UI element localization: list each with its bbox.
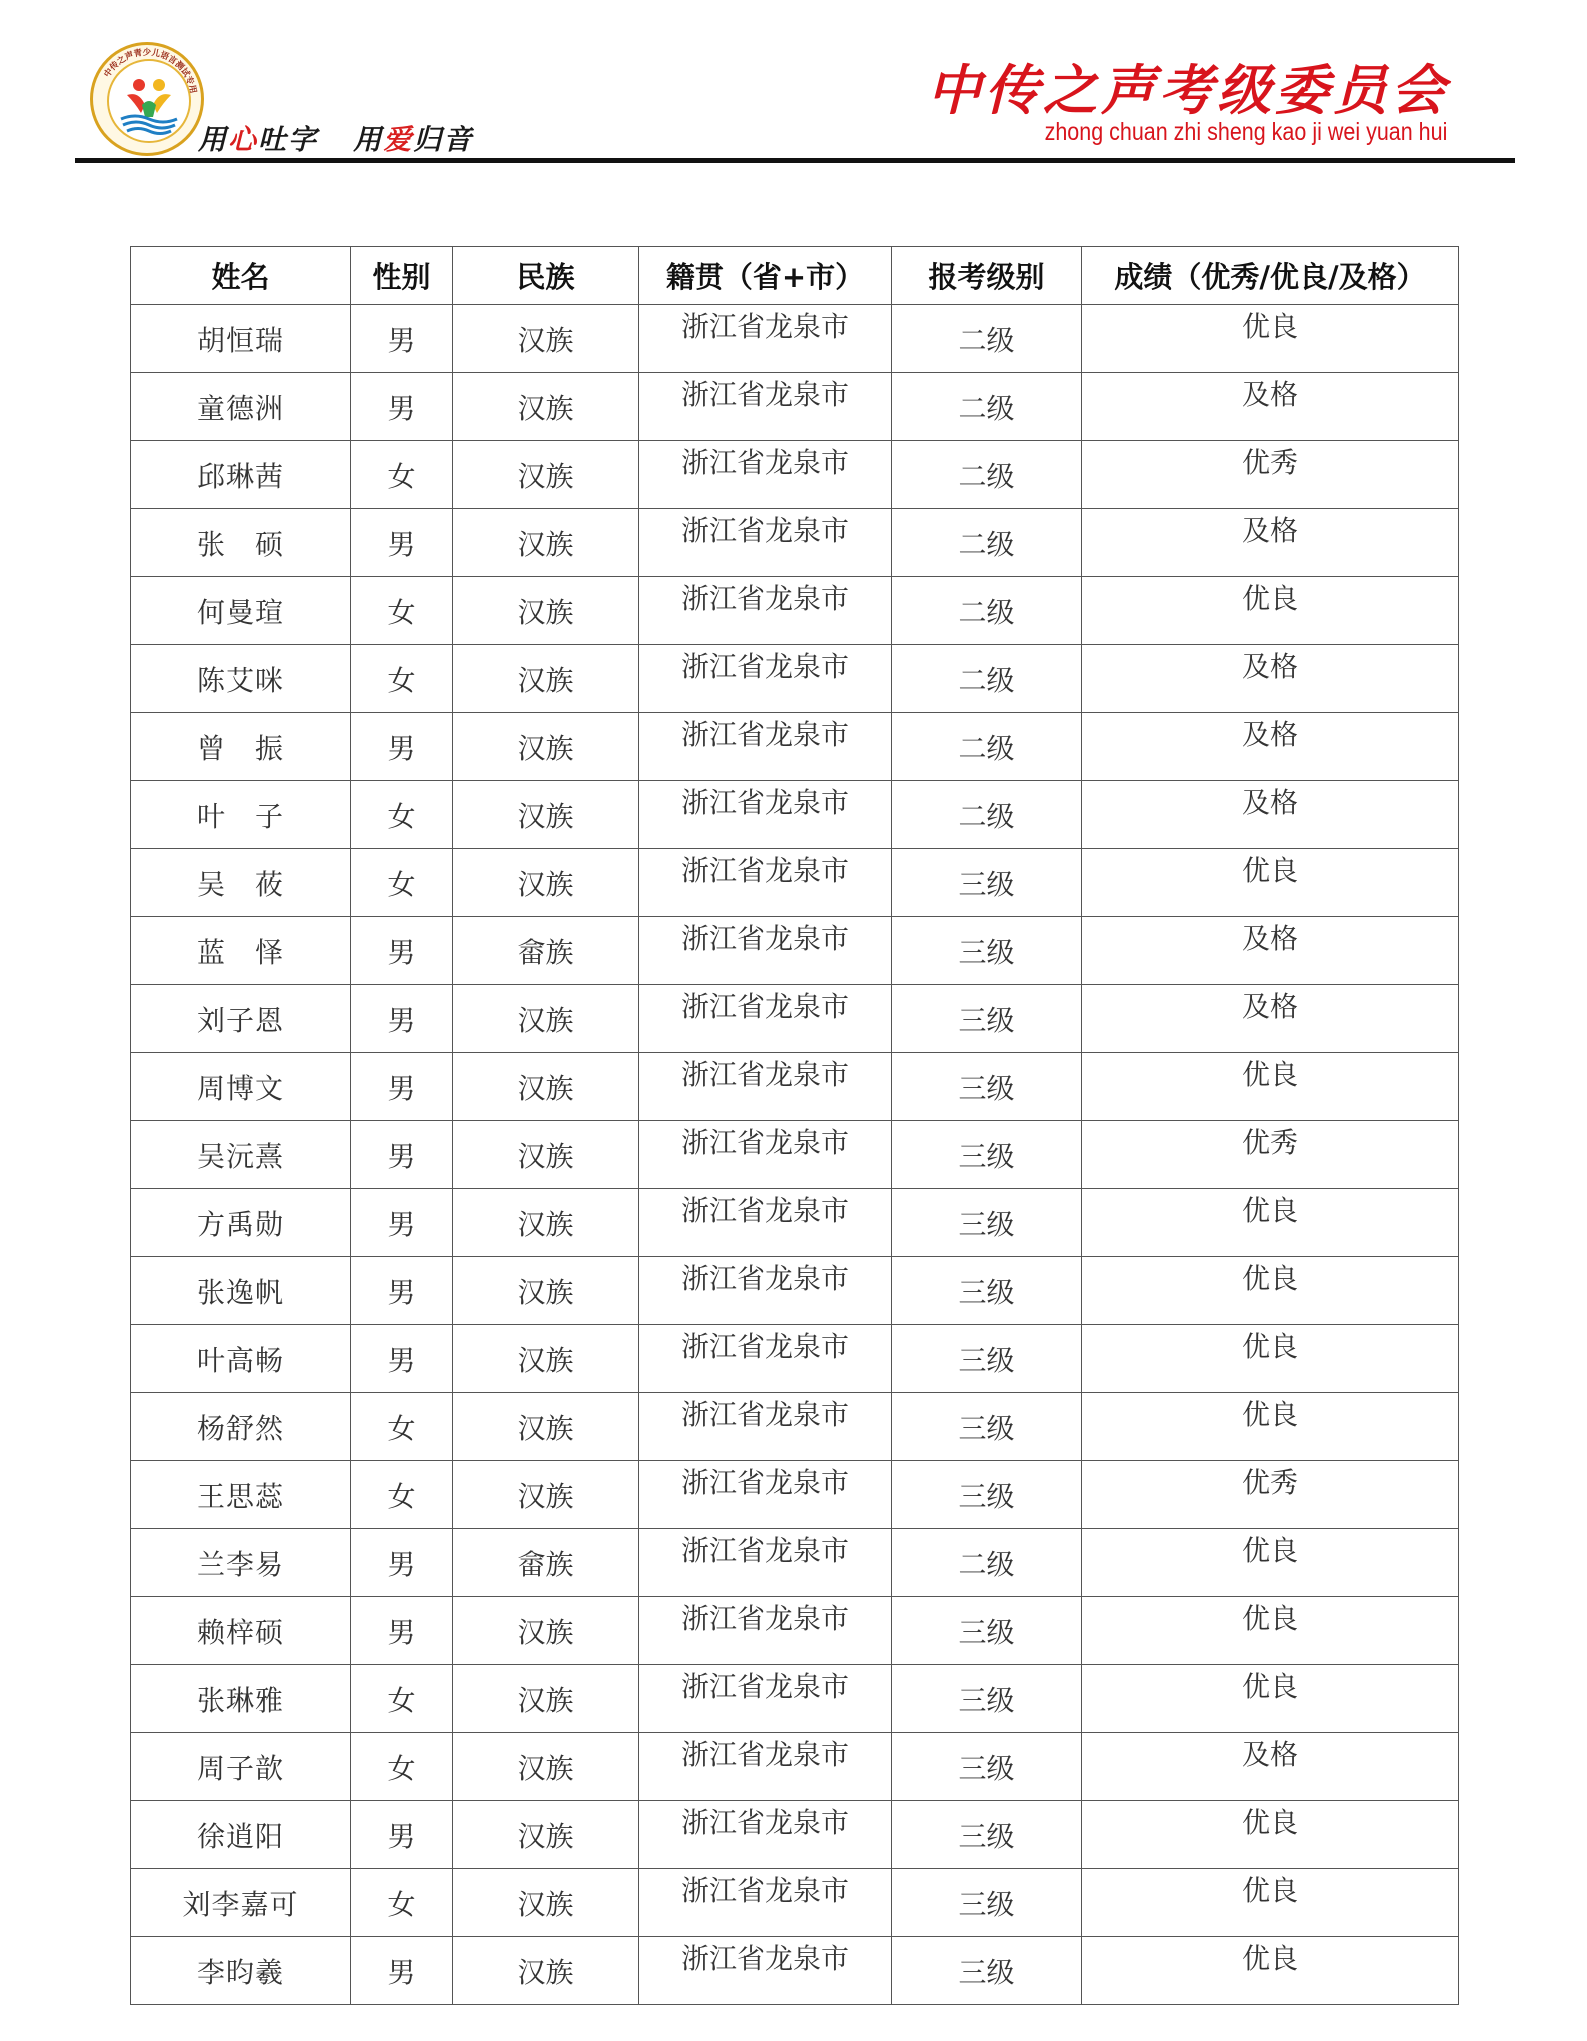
- cell-level: 三级: [892, 1053, 1082, 1121]
- cell-hometown: 浙江省龙泉市: [639, 373, 892, 441]
- cell-level: 三级: [892, 1325, 1082, 1393]
- column-header-score: 成绩（优秀/优良/及格）: [1082, 247, 1459, 305]
- cell-level: 二级: [892, 1529, 1082, 1597]
- cell-gender: 男: [351, 373, 453, 441]
- slogan-text: 吐字: [258, 123, 319, 156]
- cell-ethnicity: 汉族: [453, 1189, 639, 1257]
- cell-name: 吴沅熹: [131, 1121, 351, 1189]
- cell-hometown: 浙江省龙泉市: [639, 1393, 892, 1461]
- cell-hometown: 浙江省龙泉市: [639, 1325, 892, 1393]
- slogan-text: 用: [198, 123, 229, 156]
- cell-gender: 男: [351, 1053, 453, 1121]
- cell-ethnicity: 汉族: [453, 1937, 639, 2005]
- cell-gender: 男: [351, 509, 453, 577]
- organization-logo: [90, 42, 202, 154]
- cell-level: 三级: [892, 849, 1082, 917]
- cell-hometown: 浙江省龙泉市: [639, 1053, 892, 1121]
- table-row: [131, 1325, 1459, 1393]
- cell-gender: 女: [351, 577, 453, 645]
- slogan-text: 用: [353, 123, 384, 156]
- cell-hometown: 浙江省龙泉市: [639, 441, 892, 509]
- table-row: [131, 509, 1459, 577]
- slogan: [198, 118, 473, 158]
- cell-hometown: 浙江省龙泉市: [639, 849, 892, 917]
- header-divider: [75, 158, 1515, 163]
- cell-gender: 男: [351, 1325, 453, 1393]
- cell-level: 三级: [892, 985, 1082, 1053]
- cell-gender: 女: [351, 1393, 453, 1461]
- table-row: [131, 849, 1459, 917]
- cell-level: 二级: [892, 373, 1082, 441]
- column-header-ethnicity: 民族: [453, 247, 639, 305]
- cell-ethnicity: 汉族: [453, 645, 639, 713]
- column-header-name: 姓名: [131, 247, 351, 305]
- table-row: [131, 985, 1459, 1053]
- cell-level: 三级: [892, 1461, 1082, 1529]
- slogan-text: 归音: [413, 123, 474, 156]
- cell-score: 及格: [1082, 713, 1459, 781]
- cell-score: 优良: [1082, 1665, 1459, 1733]
- table-row: [131, 1733, 1459, 1801]
- slogan-accent-text: 爱: [383, 123, 414, 156]
- cell-ethnicity: 汉族: [453, 1869, 639, 1937]
- cell-score: 优良: [1082, 1801, 1459, 1869]
- cell-hometown: 浙江省龙泉市: [639, 1597, 892, 1665]
- svg-text:中传之声青少儿语言测试专用: 中传之声青少儿语言测试专用: [102, 47, 198, 95]
- slogan-accent-text: 心: [228, 123, 259, 156]
- cell-gender: 女: [351, 441, 453, 509]
- table-row: [131, 1937, 1459, 2005]
- table-row: [131, 305, 1459, 373]
- cell-gender: 男: [351, 1189, 453, 1257]
- cell-hometown: 浙江省龙泉市: [639, 1937, 892, 2005]
- cell-hometown: 浙江省龙泉市: [639, 917, 892, 985]
- cell-name: 徐逍阳: [131, 1801, 351, 1869]
- table-row: [131, 781, 1459, 849]
- table-row: [131, 1529, 1459, 1597]
- table-row: [131, 1393, 1459, 1461]
- cell-name: 陈艾咪: [131, 645, 351, 713]
- cell-score: 优良: [1082, 849, 1459, 917]
- cell-score: 及格: [1082, 645, 1459, 713]
- cell-name: 叶高畅: [131, 1325, 351, 1393]
- cell-gender: 女: [351, 1869, 453, 1937]
- table-row: [131, 1665, 1459, 1733]
- table-row: [131, 441, 1459, 509]
- cell-level: 二级: [892, 509, 1082, 577]
- cell-gender: 男: [351, 1597, 453, 1665]
- cell-name: 胡恒瑞: [131, 305, 351, 373]
- cell-score: 优良: [1082, 1325, 1459, 1393]
- cell-score: 及格: [1082, 1733, 1459, 1801]
- cell-gender: 男: [351, 985, 453, 1053]
- cell-score: 及格: [1082, 917, 1459, 985]
- cell-name: 王思蕊: [131, 1461, 351, 1529]
- cell-level: 三级: [892, 1393, 1082, 1461]
- table-row: [131, 1869, 1459, 1937]
- committee-name: 中传之声考级委员会: [927, 58, 1449, 122]
- cell-name: 吴 莜: [131, 849, 351, 917]
- cell-name: 童德洲: [131, 373, 351, 441]
- cell-gender: 男: [351, 1257, 453, 1325]
- cell-hometown: 浙江省龙泉市: [639, 781, 892, 849]
- cell-name: 李昀羲: [131, 1937, 351, 2005]
- table-body: [131, 305, 1459, 2005]
- column-header-level: 报考级别: [892, 247, 1082, 305]
- cell-level: 二级: [892, 305, 1082, 373]
- cell-name: 兰李易: [131, 1529, 351, 1597]
- cell-hometown: 浙江省龙泉市: [639, 1869, 892, 1937]
- table-row: [131, 1189, 1459, 1257]
- cell-ethnicity: 汉族: [453, 1733, 639, 1801]
- column-header-gender: 性别: [351, 247, 453, 305]
- cell-score: 优秀: [1082, 441, 1459, 509]
- cell-level: 二级: [892, 441, 1082, 509]
- cell-score: 优秀: [1082, 1461, 1459, 1529]
- cell-gender: 女: [351, 781, 453, 849]
- table-row: [131, 645, 1459, 713]
- cell-level: 三级: [892, 1257, 1082, 1325]
- cell-name: 张 硕: [131, 509, 351, 577]
- table-row: [131, 1053, 1459, 1121]
- cell-ethnicity: 汉族: [453, 1665, 639, 1733]
- cell-ethnicity: 汉族: [453, 1325, 639, 1393]
- cell-score: 优良: [1082, 305, 1459, 373]
- cell-name: 周博文: [131, 1053, 351, 1121]
- cell-hometown: 浙江省龙泉市: [639, 1189, 892, 1257]
- table-row: [131, 1257, 1459, 1325]
- cell-name: 蓝 怿: [131, 917, 351, 985]
- cell-ethnicity: 汉族: [453, 441, 639, 509]
- cell-ethnicity: 汉族: [453, 373, 639, 441]
- cell-ethnicity: 畲族: [453, 917, 639, 985]
- column-header-hometown: 籍贯（省+市）: [639, 247, 892, 305]
- cell-name: 刘子恩: [131, 985, 351, 1053]
- cell-ethnicity: 汉族: [453, 1053, 639, 1121]
- cell-hometown: 浙江省龙泉市: [639, 645, 892, 713]
- cell-level: 三级: [892, 1121, 1082, 1189]
- cell-gender: 男: [351, 305, 453, 373]
- cell-hometown: 浙江省龙泉市: [639, 1529, 892, 1597]
- cell-gender: 女: [351, 1461, 453, 1529]
- cell-gender: 女: [351, 1733, 453, 1801]
- cell-level: 二级: [892, 645, 1082, 713]
- cell-gender: 男: [351, 1801, 453, 1869]
- cell-level: 二级: [892, 713, 1082, 781]
- cell-name: 周子歆: [131, 1733, 351, 1801]
- cell-hometown: 浙江省龙泉市: [639, 1801, 892, 1869]
- cell-hometown: 浙江省龙泉市: [639, 305, 892, 373]
- cell-name: 方禹勋: [131, 1189, 351, 1257]
- cell-score: 优良: [1082, 1393, 1459, 1461]
- table-row: [131, 1801, 1459, 1869]
- cell-gender: 男: [351, 917, 453, 985]
- cell-level: 三级: [892, 1665, 1082, 1733]
- cell-ethnicity: 汉族: [453, 1257, 639, 1325]
- cell-level: 三级: [892, 1189, 1082, 1257]
- table-row: [131, 1121, 1459, 1189]
- cell-ethnicity: 汉族: [453, 985, 639, 1053]
- cell-ethnicity: 畲族: [453, 1529, 639, 1597]
- cell-score: 优良: [1082, 1937, 1459, 2005]
- logo-ring-text: [90, 42, 204, 156]
- cell-score: 优良: [1082, 1869, 1459, 1937]
- cell-hometown: 浙江省龙泉市: [639, 713, 892, 781]
- cell-level: 三级: [892, 917, 1082, 985]
- cell-score: 及格: [1082, 373, 1459, 441]
- cell-gender: 男: [351, 1529, 453, 1597]
- cell-score: 优秀: [1082, 1121, 1459, 1189]
- cell-hometown: 浙江省龙泉市: [639, 509, 892, 577]
- cell-name: 张琳雅: [131, 1665, 351, 1733]
- cell-ethnicity: 汉族: [453, 1393, 639, 1461]
- cell-name: 曾 振: [131, 713, 351, 781]
- cell-ethnicity: 汉族: [453, 509, 639, 577]
- cell-ethnicity: 汉族: [453, 713, 639, 781]
- cell-hometown: 浙江省龙泉市: [639, 1257, 892, 1325]
- cell-score: 及格: [1082, 985, 1459, 1053]
- cell-gender: 男: [351, 1937, 453, 2005]
- cell-level: 二级: [892, 577, 1082, 645]
- cell-name: 邱琳茜: [131, 441, 351, 509]
- cell-level: 三级: [892, 1597, 1082, 1665]
- table-row: [131, 373, 1459, 441]
- results-table: [130, 246, 1459, 2005]
- cell-ethnicity: 汉族: [453, 1461, 639, 1529]
- cell-name: 赖梓硕: [131, 1597, 351, 1665]
- cell-score: 及格: [1082, 781, 1459, 849]
- cell-score: 优良: [1082, 1053, 1459, 1121]
- cell-hometown: 浙江省龙泉市: [639, 985, 892, 1053]
- cell-hometown: 浙江省龙泉市: [639, 1121, 892, 1189]
- cell-name: 叶 子: [131, 781, 351, 849]
- cell-gender: 男: [351, 1121, 453, 1189]
- cell-score: 及格: [1082, 509, 1459, 577]
- cell-gender: 男: [351, 713, 453, 781]
- table-row: [131, 713, 1459, 781]
- cell-score: 优良: [1082, 1189, 1459, 1257]
- cell-gender: 女: [351, 1665, 453, 1733]
- cell-score: 优良: [1082, 1529, 1459, 1597]
- cell-level: 三级: [892, 1733, 1082, 1801]
- cell-level: 三级: [892, 1801, 1082, 1869]
- table-row: [131, 1461, 1459, 1529]
- cell-hometown: 浙江省龙泉市: [639, 1665, 892, 1733]
- cell-ethnicity: 汉族: [453, 1121, 639, 1189]
- table-row: [131, 577, 1459, 645]
- cell-level: 二级: [892, 781, 1082, 849]
- table-row: [131, 917, 1459, 985]
- table-header-row: [131, 247, 1459, 305]
- cell-ethnicity: 汉族: [453, 305, 639, 373]
- table-row: [131, 1597, 1459, 1665]
- cell-hometown: 浙江省龙泉市: [639, 577, 892, 645]
- cell-ethnicity: 汉族: [453, 781, 639, 849]
- cell-hometown: 浙江省龙泉市: [639, 1461, 892, 1529]
- cell-score: 优良: [1082, 577, 1459, 645]
- page-header: [0, 0, 1587, 170]
- cell-ethnicity: 汉族: [453, 1597, 639, 1665]
- cell-hometown: 浙江省龙泉市: [639, 1733, 892, 1801]
- cell-gender: 女: [351, 645, 453, 713]
- cell-name: 杨舒然: [131, 1393, 351, 1461]
- cell-gender: 女: [351, 849, 453, 917]
- cell-ethnicity: 汉族: [453, 577, 639, 645]
- cell-score: 优良: [1082, 1597, 1459, 1665]
- committee-name-pinyin: zhong chuan zhi sheng kao ji wei yuan hui: [1044, 118, 1447, 146]
- cell-ethnicity: 汉族: [453, 1801, 639, 1869]
- cell-name: 张逸帆: [131, 1257, 351, 1325]
- cell-name: 何曼瑄: [131, 577, 351, 645]
- cell-level: 三级: [892, 1937, 1082, 2005]
- cell-ethnicity: 汉族: [453, 849, 639, 917]
- cell-level: 三级: [892, 1869, 1082, 1937]
- cell-score: 优良: [1082, 1257, 1459, 1325]
- cell-name: 刘李嘉可: [131, 1869, 351, 1937]
